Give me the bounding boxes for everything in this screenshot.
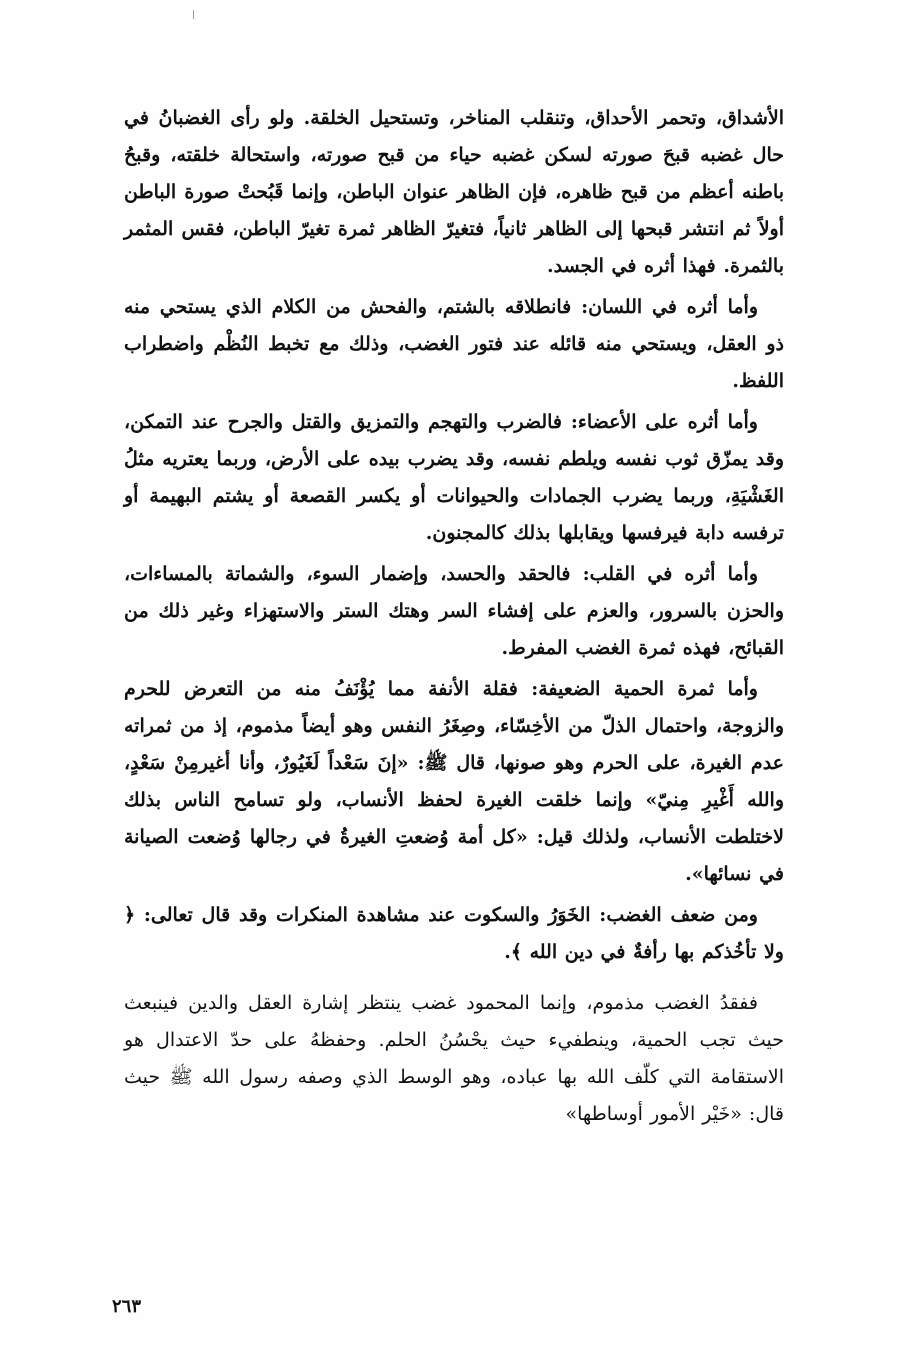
paragraph-weak-anger: ومن ضعف الغضب: الخَوَرُ والسكوت عند مشاهدة المنكرات وقد قال تعالى: ﴿ ولا تأخُذكم بها رأفةٌ في دين الله ﴾.: [124, 904, 784, 963]
page-number: ٢٦٣: [112, 1296, 142, 1317]
scan-speck: [193, 10, 194, 19]
paragraph-weak-zeal: وأما ثمرة الحمية الضعيفة: فقلة الأنفة مما يُؤْنَفُ منه من التعرض للحرم والزوجة، واحتمال الذلّ من الأخِسّاء، وصِغَرُ النفس وهو أيضاً مذموم، إذ من ثمراته عدم الغيرة، على الحرم وهو صونها، قال ﷺ: «إنَ سَعْداً لَغَيُورٌ، وأنا أغيرمِنْ سَعْدٍ، والله أَغْيرِ مِنيّ» وإنما خلقت الغيرة لحفظ الأنساب، ولو تسامح الناس بذلك لاختلطت الأنساب، ولذلك قيل: «كل أمة وُضعتِ الغيرةُ في رجالها وُضعت الصيانة في نسائها».: [124, 678, 784, 885]
paragraph-limbs-effects: وأما أثره على الأعضاء: فالضرب والتهجم والتمزيق والقتل والجرح عند التمكن، وقد يمزّق ثوب نفسه ويلطم نفسه، وقد يضرب بيده على الأرض، وربما يعتريه مثلُ الغَشْيَةِ، وربما يضرب الجمادات والحيوانات أو يكسر القصعة أو يشتم البهيمة أو ترفسه دابة فيرفسها ويقابلها بذلك كالمجنون.: [124, 411, 784, 544]
body-text: [124, 100, 784, 1137]
paragraph-tongue-effects: وأما أثره في اللسان: فانطلاقه بالشتم، والفحش من الكلام الذي يستحي منه ذو العقل، ويستحي منه قائله عند فتور الغضب، وذلك مع تخبط النُظْم واضطراب اللفظ.: [124, 296, 784, 392]
paragraph-praised-anger: ففقدُ الغضب مذموم، وإنما المحمود غضب ينتظر إشارة العقل والدين فينبعث حيث تجب الحمية، وينطفيء حيث يحْسُنُ الحلم. وحفظهُ على حدّ الاعتدال هو الاستقامة التي كلّف الله بها عباده، وهو الوسط الذي وصفه رسول الله ﷺ حيث قال: «خَيْر الأمور أوساطها»: [124, 992, 784, 1125]
paragraph-body-effects: الأشداق، وتحمر الأحداق، وتنقلب المناخر، وتستحيل الخلقة. ولو رأى الغضبانُ في حال غضبه قبحَ صورته لسكن غضبه حياء من قبح صورته، واستحالة خلقته، وقبحُ باطنه أعظم من قبح ظاهره، فإن الظاهر عنوان الباطن، وإنما قَبُحتْ صورة الباطن أولاً ثم انتشر قبحها إلى الظاهر ثانياً، فتغيرّ الظاهر ثمرة تغيرّ الباطن، فقس المثمر بالثمرة. فهذا أثره في الجسد.: [124, 107, 784, 277]
paragraph-heart-effects: وأما أثره في القلب: فالحقد والحسد، وإضمار السوء، والشماتة بالمساءات، والحزن بالسرور، والعزم على إفشاء السر وهتك الستر والاستهزاء وغير ذلك من القبائح، فهذه ثمرة الغضب المفرط.: [124, 563, 784, 659]
